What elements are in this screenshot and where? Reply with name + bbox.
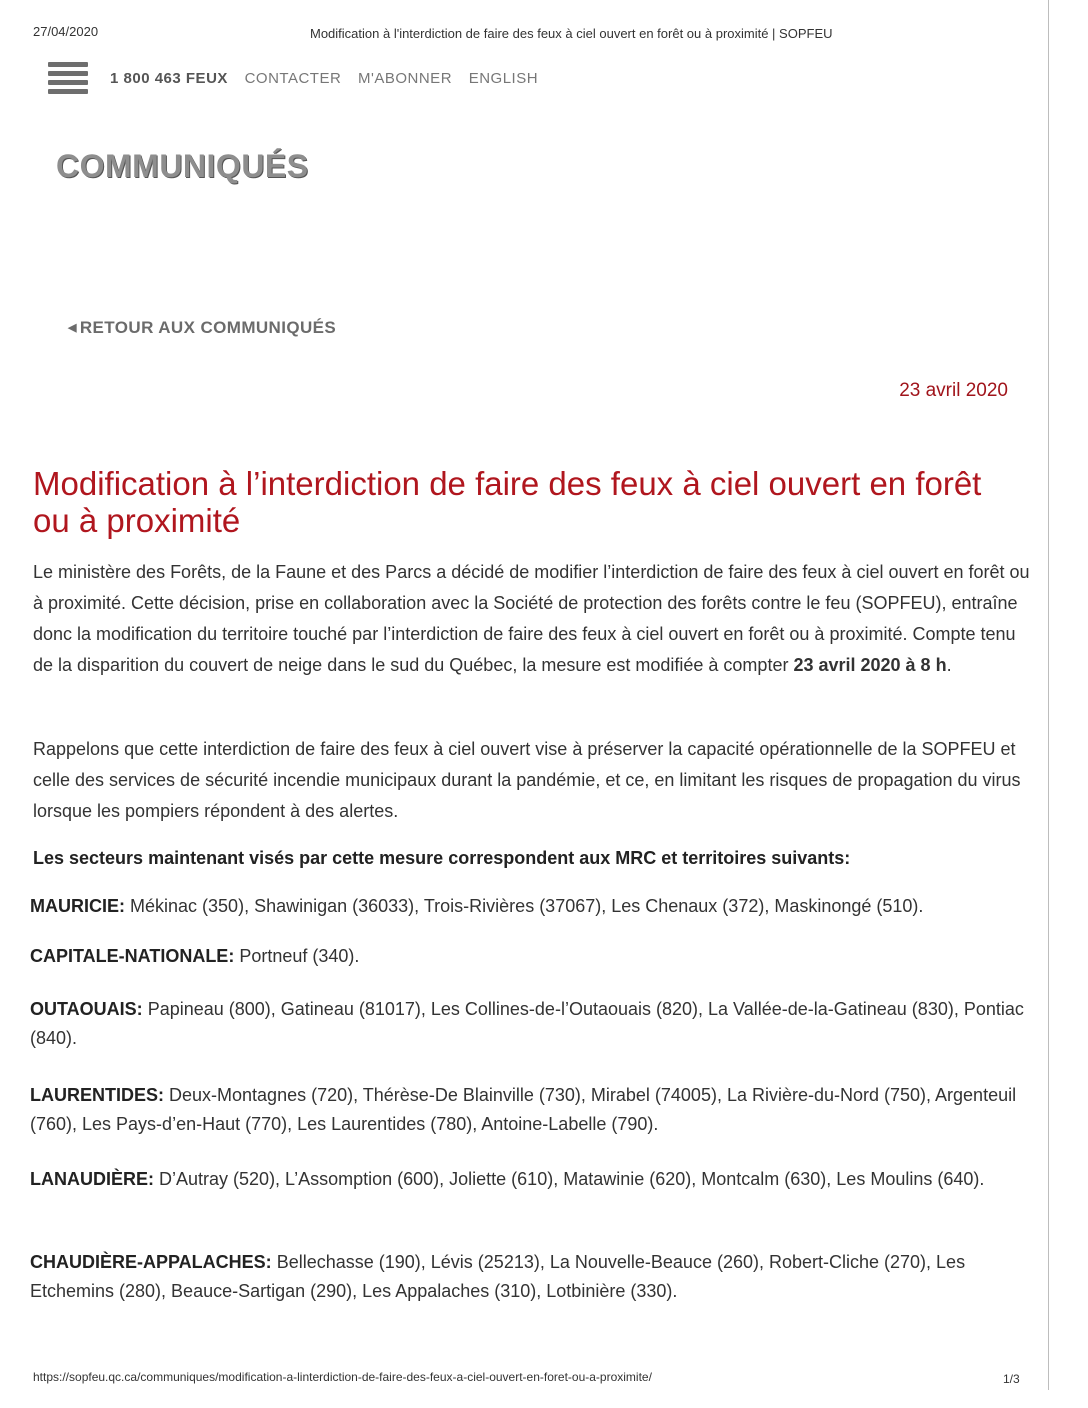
paragraph-1 — [33, 557, 1033, 681]
top-nav — [110, 70, 550, 87]
region-mauricie — [30, 892, 1030, 921]
region-name: LAURENTIDES: — [30, 1085, 164, 1105]
effective-date: 23 avril 2020 à 8 h — [793, 655, 947, 675]
sectors-lead: Les secteurs maintenant visés par cette mesure correspondent aux MRC et territoires suivants: — [33, 848, 851, 868]
region-lanaudiere — [30, 1165, 1030, 1194]
region-list: Bellechasse (190), Lévis (25213), La Nouvelle-Beauce (260), Robert-Cliche (270), Les Etchemins (280), Beauce-Sartigan (290), Les Appalaches (310), Lotbinière (330). — [30, 1252, 966, 1301]
paragraph-2: Rappelons que cette interdiction de faire des feux à ciel ouvert vise à préserver la capacité opérationnelle de la SOPFEU et celle des services de sécurité incendie municipaux durant la pandémie, et ce, en limitant les risques de propagation du virus lorsque les pompiers répondent à des alertes. — [33, 739, 1021, 821]
region-name: MAURICIE: — [30, 896, 125, 916]
page-edge-divider — [1048, 0, 1049, 1390]
menu-icon[interactable] — [48, 62, 88, 94]
article-headline: Modification à l’interdiction de faire des feux à ciel ouvert en forêt ou à proximité — [33, 465, 982, 539]
region-list: D’Autray (520), L’Assomption (600), Joliette (610), Matawinie (620), Montcalm (630), Les Moulins (640). — [159, 1169, 985, 1189]
footer-url: https://sopfeu.qc.ca/communiques/modification-a-linterdiction-de-faire-des-feux-a-ciel-ouvert-en-foret-ou-a-proximite/ — [33, 1370, 652, 1384]
phone-number[interactable]: 1 800 463 FEUX — [110, 70, 228, 87]
region-list: Deux-Montagnes (720), Thérèse-De Blainville (730), Mirabel (74005), La Rivière-du-Nord (750), Argenteuil (760), Les Pays-d’en-Haut (770), Les Laurentides (780), Antoine-Labelle (790). — [30, 1085, 1017, 1134]
region-laurentides — [30, 1081, 1030, 1139]
section-title: COMMUNIQUÉS — [56, 148, 309, 184]
region-capitale-nationale — [30, 942, 1030, 971]
paragraph-1-text: Le ministère des Forêts, de la Faune et des Parcs a décidé de modifier l’interdiction de faire des feux à ciel ouvert en forêt ou à proximité. Cette décision, prise en collaboration avec la Société de protection des forêts contre le feu (SOPFEU), entraîne donc la modification du territoire touché par l’interdiction de faire des feux à ciel ouvert en forêt ou à proximité. Compte tenu de la disparition du couvert de neige dans le sud du Québec, la mesure est modifiée à compter — [33, 562, 1030, 675]
nav-english-link[interactable]: ENGLISH — [468, 70, 539, 87]
region-name: CHAUDIÈRE-APPALACHES: — [30, 1252, 272, 1272]
region-name: OUTAOUAIS: — [30, 999, 143, 1019]
back-link-label: RETOUR AUX COMMUNIQUÉS — [79, 318, 337, 337]
chevron-left-icon: ◀ — [68, 322, 77, 334]
region-list: Mékinac (350), Shawinigan (36033), Trois-Rivières (37067), Les Chenaux (372), Maskinongé (510). — [130, 896, 924, 916]
paragraph-1-end: . — [946, 655, 952, 675]
region-outaouais — [30, 995, 1030, 1053]
region-list: Papineau (800), Gatineau (81017), Les Collines-de-l’Outaouais (820), La Vallée-de-la-Gatineau (830), Pontiac (840). — [30, 999, 1024, 1048]
print-date: 27/04/2020 — [33, 24, 99, 39]
page-number: 1/3 — [1003, 1372, 1020, 1386]
back-to-communiques-link[interactable] — [68, 318, 336, 338]
region-name: LANAUDIÈRE: — [30, 1169, 154, 1189]
publication-date: 23 avril 2020 — [899, 380, 1008, 401]
nav-contact-link[interactable]: CONTACTER — [244, 70, 342, 87]
region-chaudiere-appalaches — [30, 1248, 1030, 1306]
nav-subscribe-link[interactable]: M'ABONNER — [357, 70, 453, 87]
print-page-title: Modification à l'interdiction de faire des feux à ciel ouvert en forêt ou à proximité | SOPFEU — [310, 26, 833, 41]
region-list: Portneuf (340). — [239, 946, 360, 966]
region-name: CAPITALE-NATIONALE: — [30, 946, 235, 966]
